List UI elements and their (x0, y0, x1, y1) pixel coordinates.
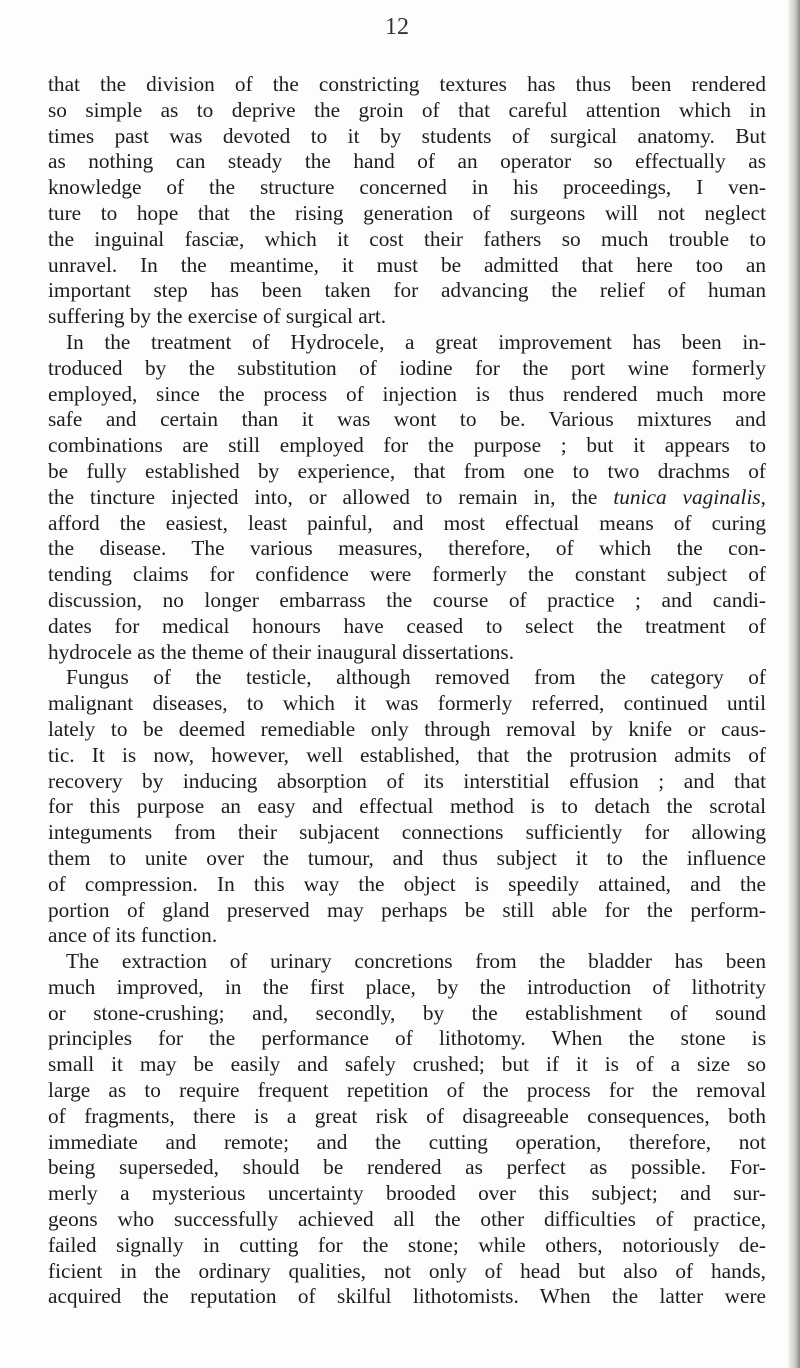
text-line: recovery by inducing absorption of its interstitial effusion ; and that (48, 768, 766, 793)
text-line: as nothing can steady the hand of an operator so effectually as (48, 149, 766, 174)
text-line: lately to be deemed remediable only through removal by knife or caus- (48, 716, 766, 741)
text-line: combinations are still employed for the purpose ; but it appears to (48, 433, 766, 458)
text-line: dates for medical honours have ceased to select the treatment of (48, 613, 766, 638)
text-line: much improved, in the first place, by the introduction of lithotrity (48, 974, 766, 999)
text-line: them to unite over the tumour, and thus subject it to the influence (48, 845, 766, 870)
text-line: knowledge of the structure concerned in his proceedings, I ven- (48, 175, 766, 200)
text-line: acquired the reputation of skilful lithotomists. When the latter were (48, 1284, 766, 1309)
text-line: of compression. In this way the object is speedily attained, and the (48, 871, 766, 896)
text-line: for this purpose an easy and effectual method is to detach the scrotal (48, 794, 766, 819)
text-line (48, 485, 766, 511)
text-line: hydrocele as the theme of their inaugural dissertations. (48, 639, 515, 664)
text-line: portion of gland preserved may perhaps be still able for the perform- (48, 897, 766, 922)
text-segment: , (760, 484, 766, 509)
text-line: afford the easiest, least painful, and most effectual means of curing (48, 510, 766, 535)
text-line: ture to hope that the rising generation of surgeons will not neglect (48, 200, 766, 225)
text-line: or stone-crushing; and, secondly, by the establishment of sound (48, 1000, 766, 1025)
text-line: times past was devoted to it by students of surgical anatomy. But (48, 123, 766, 148)
scan-page-edge (788, 0, 800, 1368)
text-line: unravel. In the meantime, it must be admitted that here too an (48, 252, 766, 277)
page-number: 12 (385, 14, 409, 40)
text-line: ficient in the ordinary qualities, not only of head but also of hands, (48, 1258, 766, 1283)
text-line: the inguinal fasciæ, which it cost their fathers so much trouble to (48, 226, 766, 251)
text-line: be fully established by experience, that from one to two drachms of (48, 458, 766, 483)
text-line: troduced by the substitution of iodine for the port wine formerly (48, 355, 766, 380)
text-line: tending claims for confidence were formerly the constant subject of (48, 562, 766, 587)
text-line: In the treatment of Hydrocele, a great improvement has been in- (66, 329, 766, 354)
text-line: tic. It is now, however, well established, that the protrusion admits of (48, 742, 766, 767)
text-line: employed, since the process of injection is thus rendered much more (48, 381, 766, 406)
text-line: ance of its function. (48, 923, 218, 948)
text-line: immediate and remote; and the cutting operation, therefore, not (48, 1129, 766, 1154)
text-segment: the tincture injected into, or allowed to remain in, the (48, 484, 614, 509)
text-line: the disease. The various measures, therefore, of which the con- (48, 536, 766, 561)
text-line: so simple as to deprive the groin of that careful attention which in (48, 97, 766, 122)
text-line: geons who successfully achieved all the other difficulties of practice, (48, 1207, 766, 1232)
text-line: small it may be easily and safely crushed; but if it is of a size so (48, 1052, 766, 1077)
text-line: safe and certain than it was wont to be. Various mixtures and (48, 407, 766, 432)
text-line: integuments from their subjacent connections sufficiently for allowing (48, 820, 766, 845)
text-line: failed signally in cutting for the stone; while others, notoriously de- (48, 1232, 766, 1257)
text-line: discussion, no longer embarrass the course of practice ; and candi- (48, 587, 766, 612)
text-line: being superseded, should be rendered as perfect as possible. For- (48, 1155, 766, 1180)
body-text (48, 72, 766, 1310)
text-line: merly a mysterious uncertainty brooded over this subject; and sur- (48, 1181, 766, 1206)
italic-term: tunica vaginalis (613, 484, 761, 509)
text-line: malignant diseases, to which it was formerly referred, continued until (48, 691, 766, 716)
text-line: The extraction of urinary concretions from the bladder has been (66, 949, 766, 974)
text-line: suffering by the exercise of surgical art. (48, 304, 387, 329)
text-line: principles for the performance of lithotomy. When the stone is (48, 1026, 766, 1051)
text-line: important step has been taken for advancing the relief of human (48, 278, 766, 303)
text-line: large as to require frequent repetition of the process for the removal (48, 1078, 766, 1103)
text-line: that the division of the constricting textures has thus been rendered (48, 72, 766, 96)
text-line: Fungus of the testicle, although removed from the category of (66, 665, 766, 690)
text-line: of fragments, there is a great risk of disagreeable consequences, both (48, 1103, 766, 1128)
